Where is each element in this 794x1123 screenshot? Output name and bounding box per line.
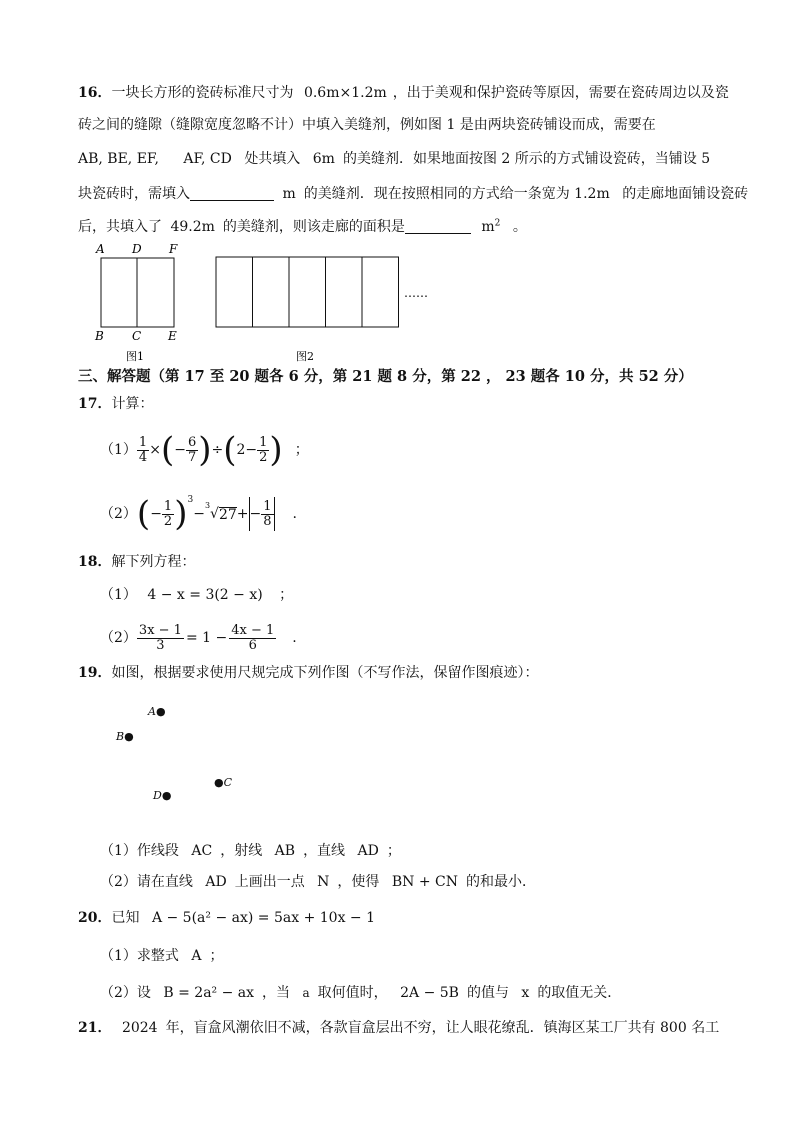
q16-line3: AB, BE, EF, AF, CD 处共填入 6m 的美缝剂．如果地面按图 2 所示的方式铺设瓷砖，当铺设 5 [78,151,711,167]
fig2-tile [253,257,290,327]
fig1-tile-right [137,258,174,327]
tile-size: 0.6m×1.2m [303,85,387,101]
fig1-label-C: C [132,329,142,343]
fig2-caption: 图2 [296,350,314,363]
figure-2 [210,250,450,368]
q19-part1: （1）作线段 AC ，射线 AB ，直线 AD ； [100,843,401,859]
answer-blank-1[interactable] [190,186,274,201]
q16-line4: 块瓷砖时，需填入 m 的美缝剂．现在按照相同的方式给一条宽为 1.2m 的走廊地面铺设瓷砖 [78,186,749,202]
q16-line5: 后，共填入了 49.2m 的美缝剂，则该走廊的面积是 $m^2$ 。 [78,218,527,235]
fig1-label-A: A [96,242,105,256]
q17-part1: （1） $\frac{1}{4}$ × ( − $\frac{6}{7}$ ) ÷ ( 2 − $\frac{1}{2}$ ) ； [100,430,309,470]
section-3-title: 三、解答题（第 17 至 20 题各 6 分，第 21 题 8 分，第 22 ， 23 题各 10 分，共 52 分） [78,368,693,385]
q16-line1: 16．一块长方形的瓷砖标准尺寸为 0.6m×1.2m ，出于美观和保护瓷砖等原因，需要在瓷砖周边以及瓷 [78,85,729,101]
q20-title: 20．已知 A − 5(a² − ax) = 5ax + 10x − 1 [78,910,376,926]
q17-part2: （2） ( − $\frac{1}{2}$ ) $^3$ − $^3$ √ 27 + − $\frac{1}{8}$ . [100,494,297,534]
fig1-tile-left [101,258,137,327]
fig2-tile [216,257,253,327]
question-number: 16． [78,85,112,101]
q18-part1: （1） 4 − x = 3(2 − x) ； [100,587,294,603]
fig2-tile [326,257,363,327]
q21-line1: 21． 2024 年，盲盒风潮依旧不减，各款盲盒层出不穷，让人眼花缭乱．镇海区某工厂共有 800 名工 [78,1020,720,1036]
q20-part2: （2）设 B = 2a² − ax ，当 a 取何值时， 2A − 5B 的值与 x 的取值无关． [100,985,622,1001]
fig1-label-E: E [168,329,177,343]
point-A: A● [148,705,166,718]
fig2-tile [289,257,326,327]
q20-part1: （1）求整式 A ； [100,948,224,964]
answer-blank-2[interactable] [405,219,471,234]
q17-title: 17．计算： [78,396,154,412]
fig2-dots: …… [404,286,428,300]
point-D: D● [153,789,172,802]
fig2-tile [362,257,399,327]
fig1-label-B: B [95,329,104,343]
q19-part2: （2）请在直线 AD 上画出一点 N ，使得 BN + CN 的和最小． [100,874,537,890]
fig1-label-F: F [169,242,178,256]
q18-title: 18．解下列方程： [78,554,196,570]
point-B: B● [116,730,134,743]
q16-line2: 砖之间的缝隙（缝隙宽度忽略不计）中填入美缝剂，例如图 1 是由两块瓷砖铺设而成，需要在 [78,117,656,133]
fig1-label-D: D [132,242,142,256]
figure-1 [90,240,190,368]
fig1-caption: 图1 [126,350,144,363]
q18-part2: （2） $\frac{3x - 1}{3}$ = 1 − $\frac{4x - 1}{6}$ . [100,622,297,653]
point-C: ●C [214,776,233,789]
q19-title: 19．如图，根据要求使用尺规完成下列作图（不写作法，保留作图痕迹）： [78,665,539,681]
